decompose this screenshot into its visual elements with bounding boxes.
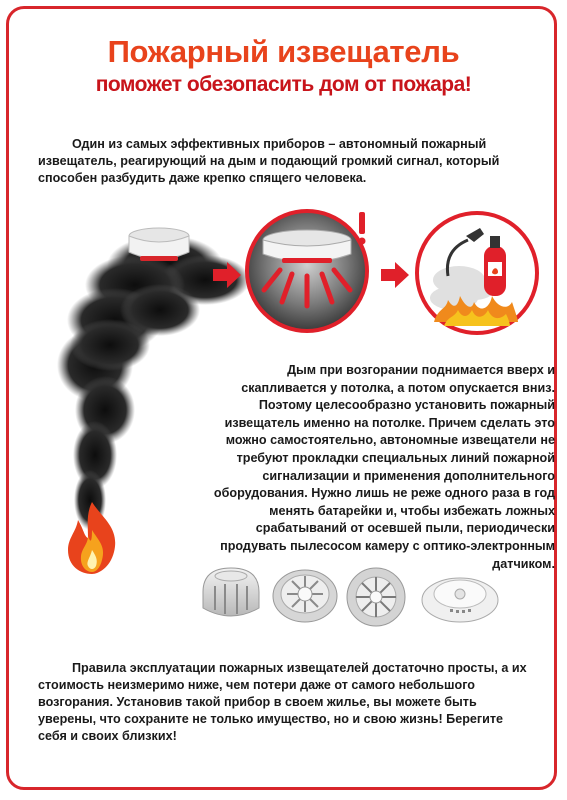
smoke-detector-icon — [343, 566, 409, 628]
exclamation-icon — [355, 212, 369, 246]
flame-icon — [62, 500, 124, 575]
page-subtitle: поможет обезопасить дом от пожара! — [95, 73, 472, 96]
smoke-detector-icon — [126, 222, 192, 274]
closing-paragraph: Правила эксплуатации пожарных извещателей достаточно просты, а их стоимость неизмеримо ниже, чем потери даже от самого небольшого возгорания. Установив такой прибор в своем жилье, вы можете быть уверены, что сохраните не только имущество, но и свою жизнь! Берегите себя и своих близких! — [38, 661, 527, 743]
page-title: Пожарный извещатель — [107, 34, 460, 69]
fire-extinguisher-icon — [414, 210, 540, 336]
smoke-detector-icon — [270, 566, 340, 628]
arrow-right-icon — [213, 262, 241, 288]
arrow-right-icon — [381, 262, 409, 288]
intro-paragraph: Один из самых эффективных приборов – автономный пожарный извещатель, реагирующий на дым и подающий громкий сигнал, который способен разбудить даже крепко спящего человека. — [38, 137, 500, 185]
middle-paragraph: Дым при возгорании поднимается вверх и скапливается у потолка, а потом опускается вниз. Поэтому целесообразно установить пожарный извещатель именно на потолке. Причем сделать это можно самостоятельно, автономные извещатели не требуют прокладки специальных линий пожарной сигнализации и применения дополнительного оборудования. Нужно лишь не реже одного раза в год менять батарейки и, чтобы избежать ложных срабатываний от осевшей пыли, периодически продувать пылесосом камеру с оптико-электронным датчиком. — [213, 363, 555, 571]
smoke-detector-icon — [420, 568, 500, 626]
smoke-detector-icon — [195, 562, 267, 630]
alarm-detector-icon — [244, 208, 370, 334]
